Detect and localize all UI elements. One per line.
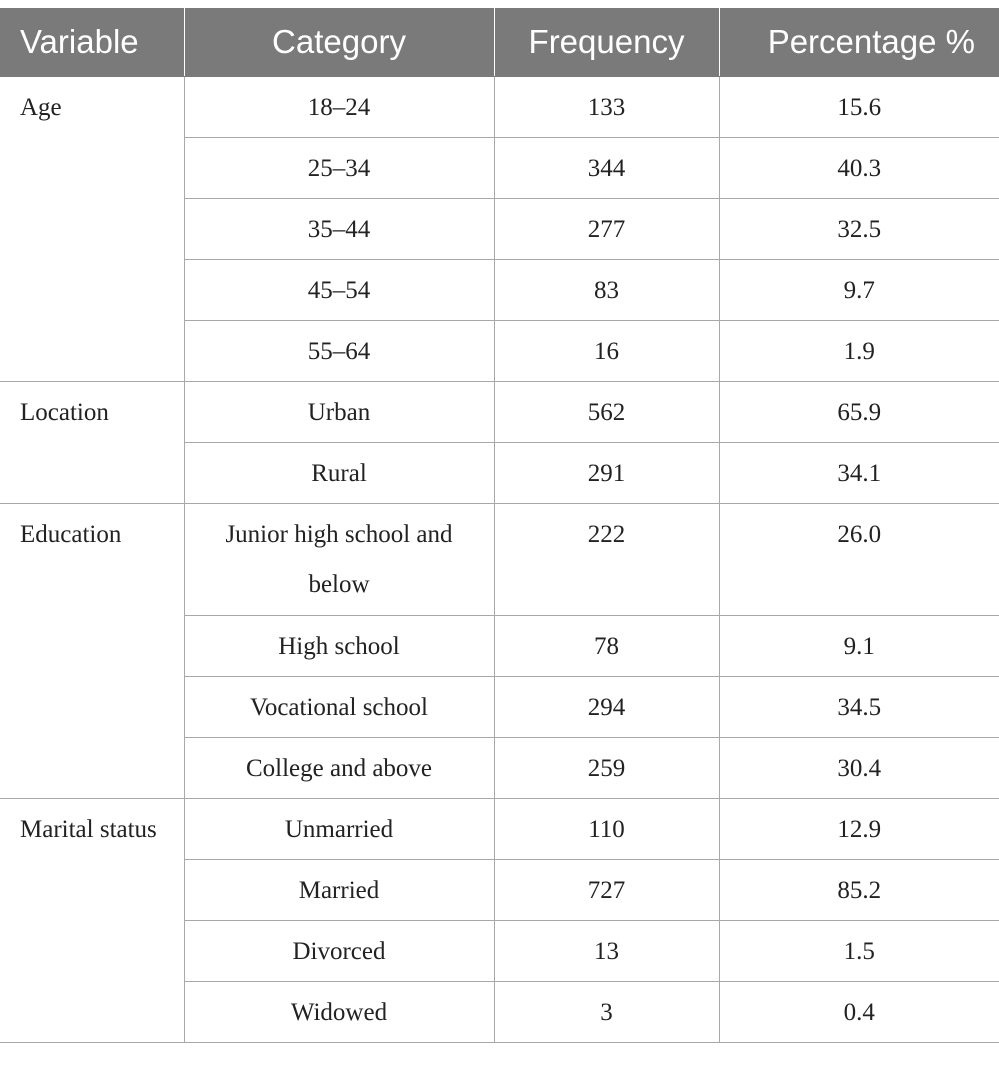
category-cell: 18–24 xyxy=(184,77,494,138)
variable-cell-marital-status: Marital status xyxy=(0,799,184,1043)
frequency-cell: 344 xyxy=(494,138,719,199)
percentage-cell: 15.6 xyxy=(719,77,999,138)
category-cell: 55–64 xyxy=(184,321,494,382)
category-cell: Divorced xyxy=(184,921,494,982)
percentage-cell: 40.3 xyxy=(719,138,999,199)
percentage-cell: 9.7 xyxy=(719,260,999,321)
frequency-cell: 83 xyxy=(494,260,719,321)
category-cell: College and above xyxy=(184,738,494,799)
variable-cell-education: Education xyxy=(0,504,184,799)
percentage-cell: 1.9 xyxy=(719,321,999,382)
table-row xyxy=(0,382,999,443)
percentage-cell: 34.1 xyxy=(719,443,999,504)
percentage-cell: 34.5 xyxy=(719,677,999,738)
percentage-cell: 32.5 xyxy=(719,199,999,260)
header-percentage: Percentage % xyxy=(719,8,999,77)
frequency-cell: 16 xyxy=(494,321,719,382)
variable-cell-location: Location xyxy=(0,382,184,504)
table-header xyxy=(0,8,999,77)
frequency-cell: 291 xyxy=(494,443,719,504)
variable-cell-age: Age xyxy=(0,77,184,382)
table-body xyxy=(0,77,999,1043)
category-cell: Widowed xyxy=(184,982,494,1043)
frequency-cell: 727 xyxy=(494,860,719,921)
category-cell: High school xyxy=(184,616,494,677)
header-variable: Variable xyxy=(0,8,184,77)
category-cell: 35–44 xyxy=(184,199,494,260)
category-cell: 45–54 xyxy=(184,260,494,321)
percentage-cell: 9.1 xyxy=(719,616,999,677)
demographics-table xyxy=(0,8,999,1043)
category-cell: Rural xyxy=(184,443,494,504)
frequency-cell: 562 xyxy=(494,382,719,443)
table-row xyxy=(0,77,999,138)
frequency-cell: 259 xyxy=(494,738,719,799)
percentage-cell: 26.0 xyxy=(719,504,999,616)
category-cell: 25–34 xyxy=(184,138,494,199)
header-category: Category xyxy=(184,8,494,77)
frequency-cell: 110 xyxy=(494,799,719,860)
frequency-cell: 277 xyxy=(494,199,719,260)
percentage-cell: 65.9 xyxy=(719,382,999,443)
frequency-cell: 78 xyxy=(494,616,719,677)
frequency-cell: 222 xyxy=(494,504,719,616)
category-cell: Junior high school and below xyxy=(184,504,494,616)
percentage-cell: 85.2 xyxy=(719,860,999,921)
frequency-cell: 3 xyxy=(494,982,719,1043)
header-row xyxy=(0,8,999,77)
category-cell: Married xyxy=(184,860,494,921)
category-cell: Vocational school xyxy=(184,677,494,738)
percentage-cell: 30.4 xyxy=(719,738,999,799)
percentage-cell: 12.9 xyxy=(719,799,999,860)
header-frequency: Frequency xyxy=(494,8,719,77)
category-cell: Unmarried xyxy=(184,799,494,860)
table-row xyxy=(0,799,999,860)
category-cell: Urban xyxy=(184,382,494,443)
table-row xyxy=(0,504,999,616)
frequency-cell: 133 xyxy=(494,77,719,138)
frequency-cell: 294 xyxy=(494,677,719,738)
percentage-cell: 0.4 xyxy=(719,982,999,1043)
percentage-cell: 1.5 xyxy=(719,921,999,982)
frequency-cell: 13 xyxy=(494,921,719,982)
